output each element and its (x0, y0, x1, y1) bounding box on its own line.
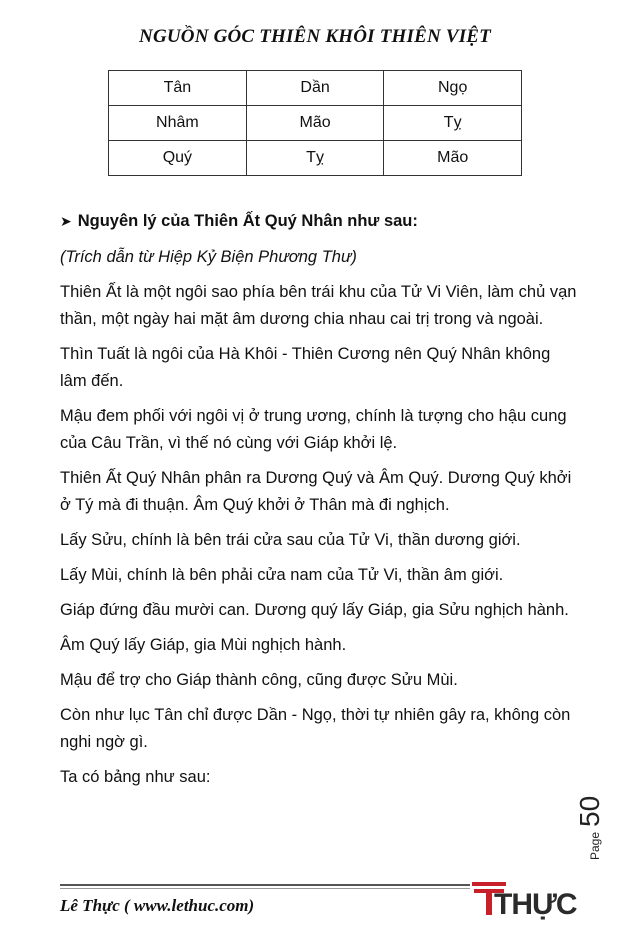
body-content (60, 208, 580, 799)
paragraph: Ta có bảng như sau: (60, 768, 211, 786)
paragraph: Âm Quý lấy Giáp, gia Mùi nghịch hành. (60, 636, 347, 654)
paragraph: Mậu đem phối với ngôi vị ở trung ương, chính là tượng cho hậu cung của Câu Trần, vì thế nó cùng với Giáp khởi lệ. (60, 407, 567, 452)
page-number (574, 795, 630, 868)
paragraph: Còn như lục Tân chỉ được Dần - Ngọ, thời tự nhiên gây ra, không còn nghi ngờ gì. (60, 706, 571, 751)
table-cell: Tân (109, 71, 247, 106)
table-cell: Mão (246, 106, 384, 141)
paragraph: Lấy Sửu, chính là bên trái cửa sau của Tử Vi, thần dương giới. (60, 531, 521, 549)
logo-text: THỰC (494, 888, 577, 920)
table-cell: Tỵ (384, 106, 522, 141)
page-number-value: 50 (574, 795, 605, 827)
section-heading (60, 208, 580, 235)
table-cell: Nhâm (109, 106, 247, 141)
page-title: NGUỒN GÓC THIÊN KHÔI THIÊN VIỆT (139, 26, 491, 47)
citation: (Trích dẫn từ Hiệp Kỷ Biện Phương Thư) (60, 248, 357, 266)
table-cell: Quý (109, 141, 247, 176)
table-cell: Ngọ (384, 71, 522, 106)
table-row (109, 106, 522, 141)
table-row (109, 141, 522, 176)
page-label: Page (588, 831, 602, 860)
thuc-logo (472, 878, 590, 920)
paragraph: Thìn Tuất là ngôi của Hà Khôi - Thiên Cương nên Quý Nhân không lâm đến. (60, 345, 551, 390)
table-cell: Tỵ (246, 141, 384, 176)
arrow-bullet-icon: ➤ (60, 213, 72, 229)
paragraph: Thiên Ất Quý Nhân phân ra Dương Quý và Âm Quý. Dương Quý khởi ở Tý mà đi thuận. Âm Quý khởi ở Thân mà đi nghịch. (60, 469, 572, 514)
paragraph: Giáp đứng đầu mười can. Dương quý lấy Giáp, gia Sửu nghịch hành. (60, 601, 569, 619)
paragraph: Thiên Ất là một ngôi sao phía bên trái khu của Tử Vi Viên, làm chủ vạn thần, một ngày hai mặt âm dương chia nhau cai trị trong và ngoài. (60, 283, 577, 328)
table-row (109, 71, 522, 106)
section-heading-text: Nguyên lý của Thiên Ất Quý Nhân như sau: (77, 212, 418, 230)
table-cell: Mão (384, 141, 522, 176)
footer-divider (60, 884, 470, 886)
table-cell: Dần (246, 71, 384, 106)
stems-table (108, 70, 522, 176)
paragraph: Lấy Mùi, chính là bên phải cửa nam của Tử Vi, thần âm giới. (60, 566, 504, 584)
footer-divider-thin (60, 888, 470, 889)
paragraph: Mậu để trợ cho Giáp thành công, cũng được Sửu Mùi. (60, 671, 458, 689)
footer-author: Lê Thực ( www.lethuc.com) (60, 896, 255, 915)
